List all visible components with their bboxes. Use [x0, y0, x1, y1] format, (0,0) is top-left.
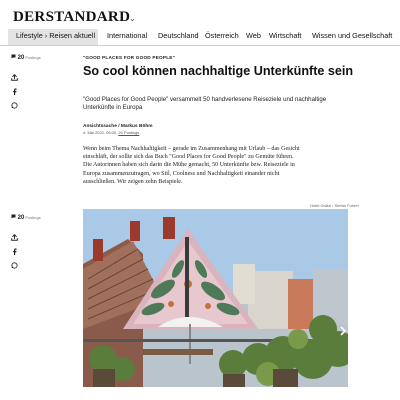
article-lead: "Good Places for Good People" versammelt 50 handverlesene Reiseziele und nachhaltige Unterkünfte in Europa [83, 96, 327, 112]
nav-item-wissen-gesellschaft[interactable]: Wissen und Gesellschaft [312, 31, 393, 40]
nav-item-wirtschaft[interactable]: Wirtschaft [269, 31, 302, 40]
chevron-right-icon[interactable] [338, 326, 348, 336]
share-bar-bottom [11, 214, 41, 263]
share-bar-top [11, 54, 41, 103]
speech-bubble-icon [11, 54, 16, 59]
chevron-down-icon[interactable]: ⌄ [129, 14, 136, 23]
postings-count-label: Postings [25, 215, 41, 220]
category-nav [0, 29, 400, 46]
whatsapp-icon[interactable] [11, 96, 18, 103]
nav-item-web[interactable]: Web [246, 31, 261, 40]
nav-item-lifestyle-reisen[interactable]: Lifestyle › Reisen aktuell [16, 31, 96, 40]
article-body: Wenn beim Thema Nachhaltigkeit – gerade im Zusammenhang mit Urlaub – das Gesicht einschläft, der sollte sich das Buch "Good Places for Good People" zu Gemüte führen. Die Autorinnen haben sich darin die Mühe gemacht, 50 Unterkünfte bzw. Reiseziele in Europa zusammenzutragen, wo Stil, Coolness und Nachhaltigkeit einander nicht ausschließen. Wir zeigen zehn Beispiele. [83, 146, 300, 185]
speech-bubble-icon [11, 214, 16, 219]
hotel-rooftop-image [83, 209, 348, 387]
postings-count-label: Postings [25, 55, 41, 60]
facebook-icon[interactable] [11, 82, 18, 89]
postings-count-value: 20 [17, 55, 25, 61]
postings-link[interactable]: 20 Postings [118, 130, 140, 135]
nav-item-oesterreich[interactable]: Österreich [205, 31, 239, 40]
postings-count[interactable] [11, 214, 41, 221]
nav-item-international[interactable]: International [107, 31, 148, 40]
article-date-text: 4. Mai 2022, 06:00, [83, 130, 118, 135]
share-icon[interactable] [11, 68, 18, 75]
logo[interactable]: DERSTANDARD [13, 9, 131, 25]
article-headline: So cool können nachhaltige Unterkünfte sein [83, 64, 354, 78]
nav-item-deutschland[interactable]: Deutschland [158, 31, 199, 40]
postings-count[interactable] [11, 54, 41, 61]
article-photo[interactable] [83, 209, 348, 387]
whatsapp-icon[interactable] [11, 256, 18, 263]
share-icon[interactable] [11, 228, 18, 235]
postings-count-value: 20 [17, 215, 25, 221]
article-author[interactable]: Ansichtssache / Markus Böhm [83, 124, 153, 129]
article-date [83, 130, 139, 135]
article-kicker: "GOOD PLACES FOR GOOD PEOPLE" [83, 55, 176, 60]
facebook-icon[interactable] [11, 242, 18, 249]
photo-credit: Hotel Grätzl / Stefan Fuhrer [310, 203, 359, 208]
